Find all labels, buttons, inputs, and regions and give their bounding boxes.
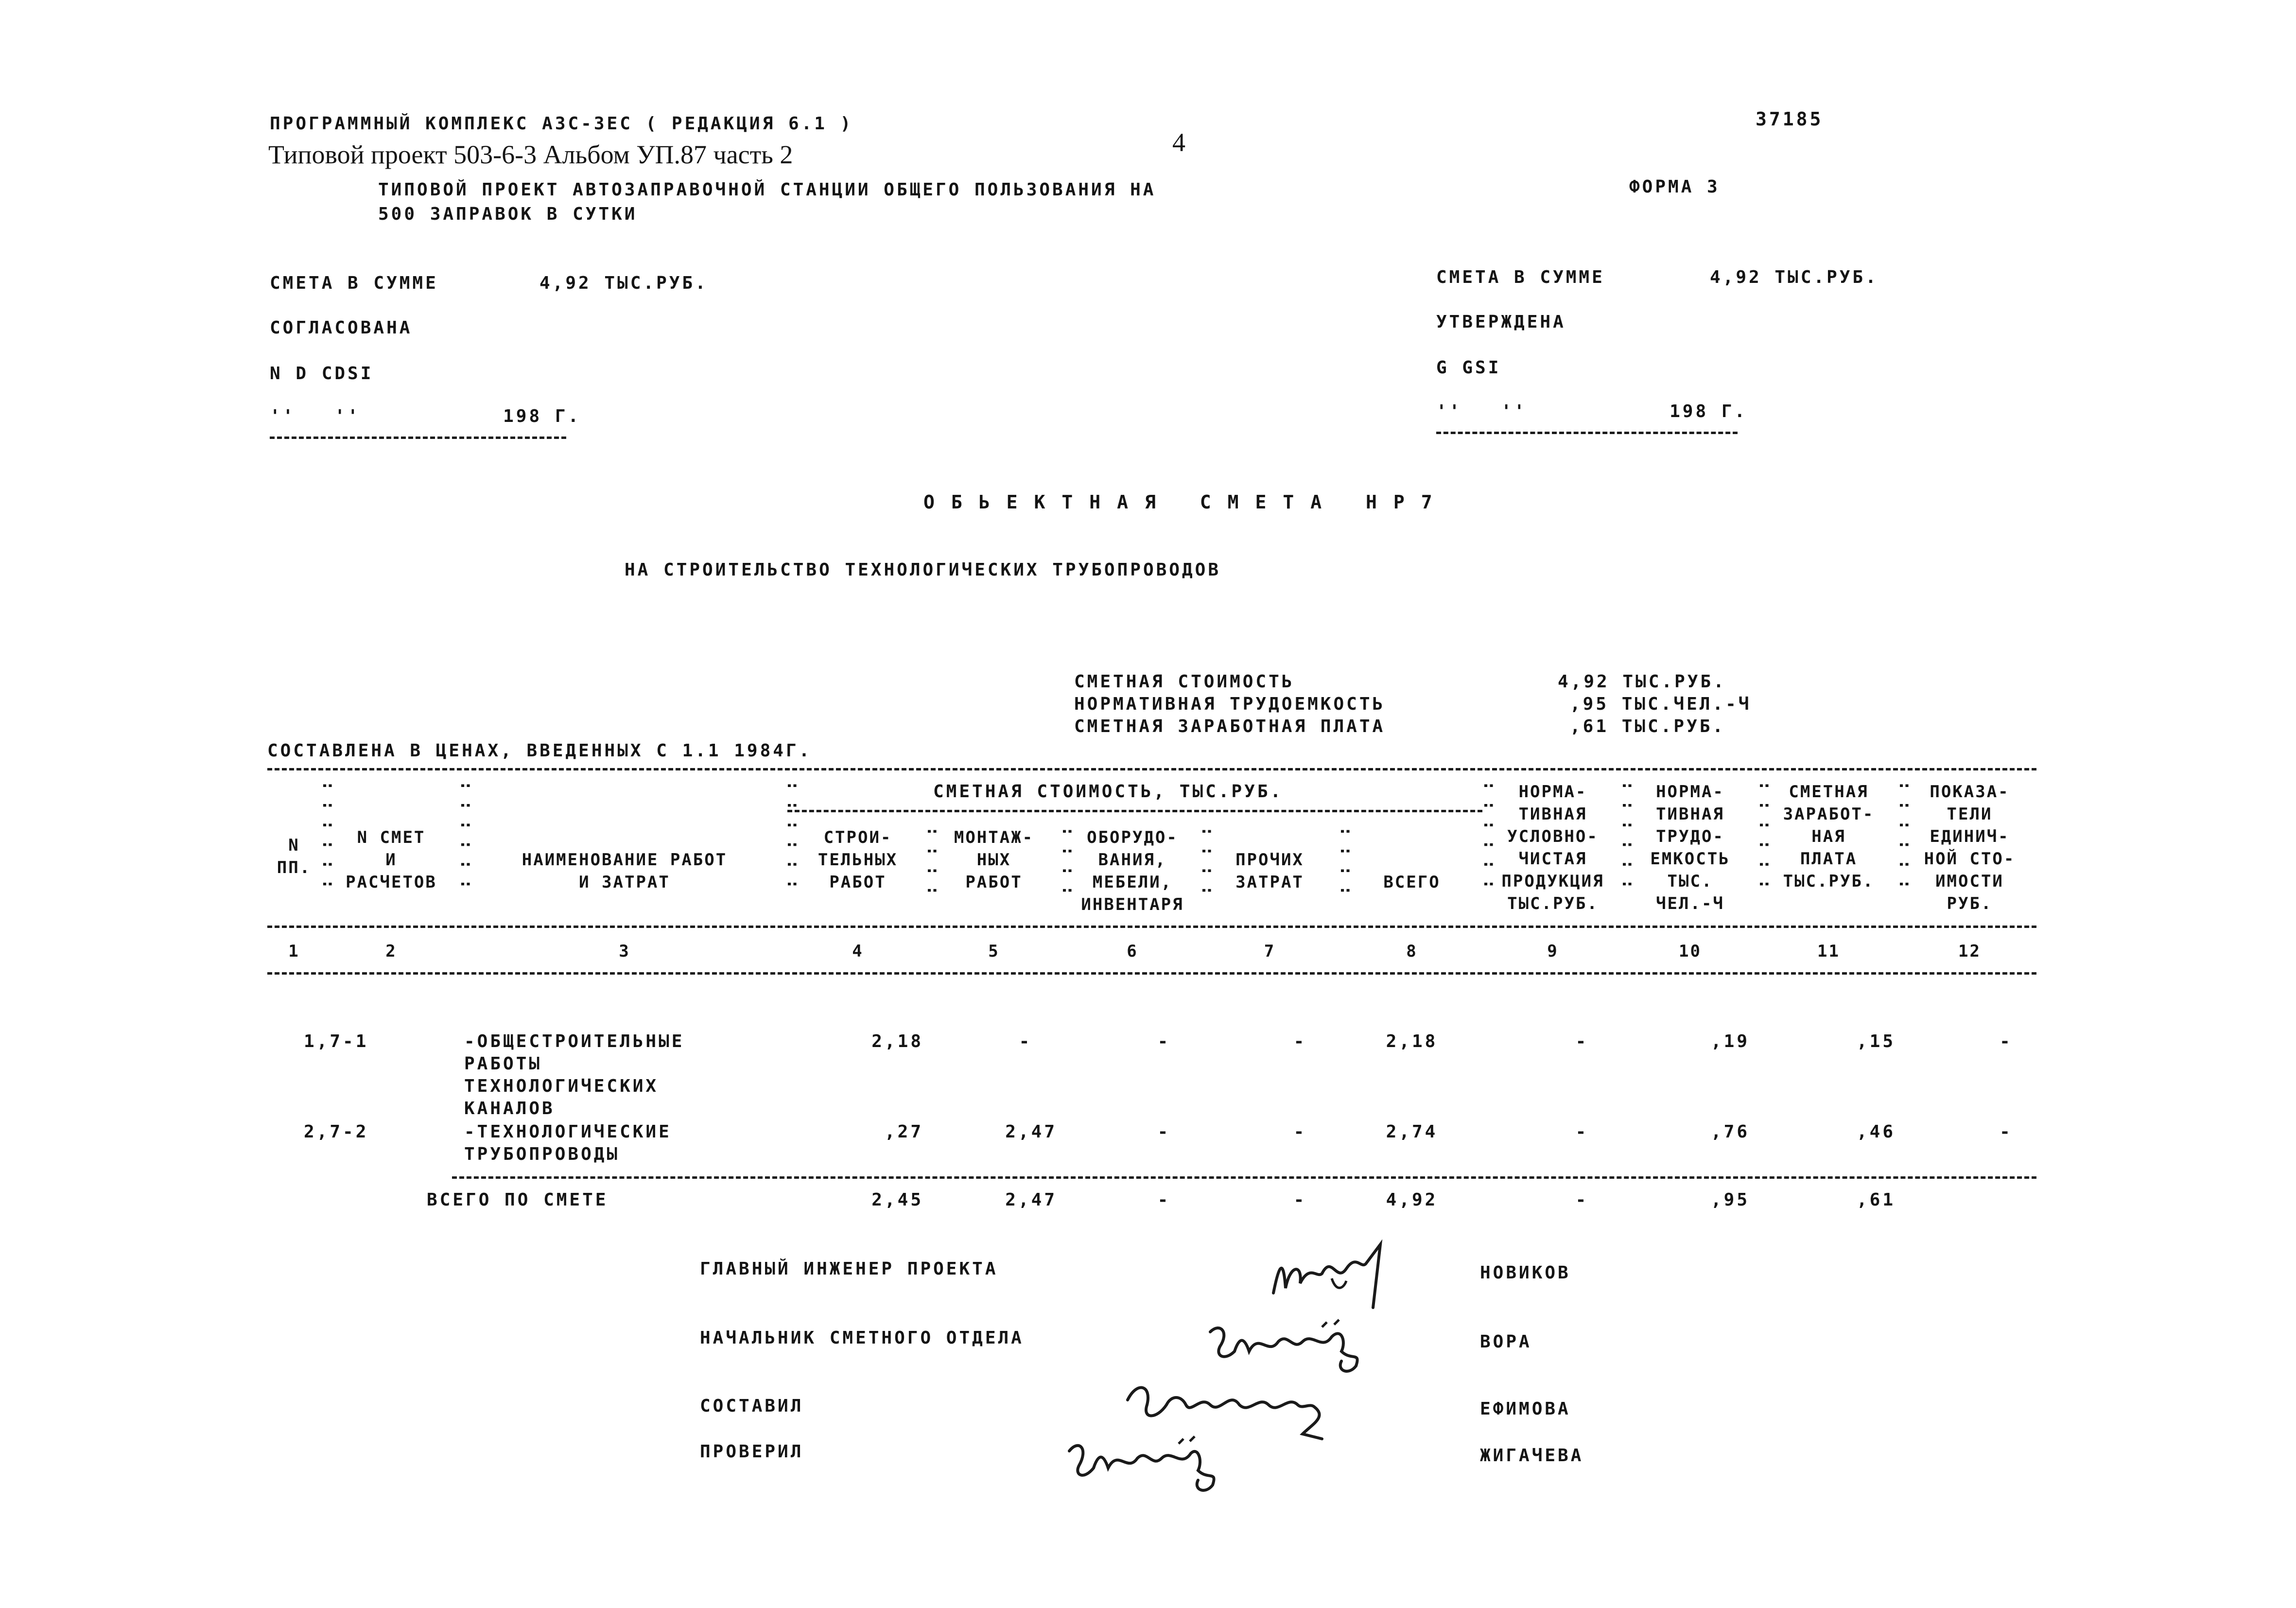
col-header-other: ПРОЧИХ ЗАТРАТ bbox=[1235, 850, 1304, 892]
handwritten-signature bbox=[1264, 1235, 1409, 1317]
summary-label-labor: НОРМАТИВНАЯ ТРУДОЕМКОСТЬ bbox=[1074, 694, 1386, 714]
row-work-name: -ТЕХНОЛОГИЧЕСКИЕ ТРУБОПРОВОДЫ bbox=[464, 1122, 672, 1164]
col-number: 12 bbox=[1958, 942, 1981, 961]
left-status: СОГЛАСОВАНА bbox=[270, 318, 413, 338]
row-construction: ,27 bbox=[884, 1122, 923, 1142]
row-labor: ,19 bbox=[1710, 1031, 1750, 1051]
summary-label-wages: СМЕТНАЯ ЗАРАБОТНАЯ ПЛАТА bbox=[1074, 717, 1386, 736]
signature-name: НОВИКОВ bbox=[1480, 1263, 1571, 1283]
row-other: - bbox=[1293, 1031, 1307, 1051]
right-sum-value: 4,92 ТЫС.РУБ. bbox=[1710, 267, 1879, 287]
row-equipment: - bbox=[1157, 1122, 1171, 1142]
row-installation: - bbox=[1019, 1031, 1032, 1051]
row-total: 2,18 bbox=[1386, 1031, 1438, 1051]
document-subtitle: НА СТРОИТЕЛЬСТВО ТЕХНОЛОГИЧЕСКИХ ТРУБОПРОВОДОВ bbox=[625, 560, 1221, 580]
page-number: 4 bbox=[1172, 128, 1185, 157]
row-installation: 2,47 bbox=[1005, 1122, 1057, 1142]
col-number: 6 bbox=[1127, 942, 1138, 961]
col-number: 1 bbox=[288, 942, 300, 961]
column-divider: :::::: bbox=[319, 781, 338, 899]
column-divider: :::::: bbox=[1618, 781, 1638, 899]
signature-name: ЖИГАЧЕВА bbox=[1480, 1446, 1584, 1466]
right-status: УТВЕРЖДЕНА bbox=[1436, 312, 1566, 332]
total-construction: 2,45 bbox=[871, 1190, 923, 1210]
table-total-rule bbox=[452, 1176, 2036, 1179]
col-header-total: ВСЕГО bbox=[1383, 873, 1441, 892]
summary-value-cost: 4,92 ТЫС.РУБ. bbox=[1558, 672, 1726, 692]
col-header-estimate-no: N СМЕТ И РАСЧЕТОВ bbox=[346, 828, 437, 892]
total-installation: 2,47 bbox=[1005, 1190, 1057, 1210]
handwritten-signature bbox=[1060, 1427, 1235, 1504]
left-date-rule bbox=[270, 437, 566, 439]
col-header-construction: СТРОИ- ТЕЛЬНЫХ РАБОТ bbox=[818, 828, 898, 892]
column-divider: :::::: bbox=[1480, 781, 1499, 899]
right-sum-label: СМЕТА В СУММЕ bbox=[1436, 267, 1605, 287]
total-sum: 4,92 bbox=[1386, 1190, 1438, 1210]
row-wages: ,46 bbox=[1856, 1122, 1896, 1142]
total-wages: ,61 bbox=[1856, 1190, 1896, 1210]
col-header-wages: СМЕТНАЯ ЗАРАБОТ- НАЯ ПЛАТА ТЫС.РУБ. bbox=[1783, 782, 1875, 891]
signature-name: ВОРА bbox=[1480, 1332, 1532, 1352]
table-numbers-rule bbox=[267, 972, 2036, 975]
row-other: - bbox=[1293, 1122, 1307, 1142]
signature-role: ПРОВЕРИЛ bbox=[700, 1442, 804, 1462]
row-construction: 2,18 bbox=[871, 1031, 923, 1051]
table-header-rule bbox=[267, 926, 2036, 928]
column-divider: :::: bbox=[1198, 826, 1218, 905]
document-number: 37185 bbox=[1756, 108, 1824, 130]
summary-value-wages: ,61 ТЫС.РУБ. bbox=[1570, 717, 1726, 736]
row-unit-cost: - bbox=[2000, 1122, 2013, 1142]
project-line: Типовой проект 503-6-3 Альбом УП.87 часть 2 bbox=[268, 140, 793, 169]
right-code: G GSI bbox=[1436, 358, 1501, 378]
col-header-labor: НОРМА- ТИВНАЯ ТРУДО- ЕМКОСТЬ ТЫС. ЧЕЛ.-Ч bbox=[1650, 782, 1730, 913]
row-wages: ,15 bbox=[1856, 1031, 1896, 1051]
col-number: 11 bbox=[1817, 942, 1840, 961]
total-other: - bbox=[1293, 1190, 1307, 1210]
row-unit-cost: - bbox=[2000, 1031, 2013, 1051]
col-number: 2 bbox=[385, 942, 397, 961]
signature-role: ГЛАВНЫЙ ИНЖЕНЕР ПРОЕКТА bbox=[700, 1259, 998, 1279]
right-date-rule bbox=[1436, 432, 1738, 434]
col-number: 3 bbox=[619, 942, 630, 961]
summary-value-labor: ,95 ТЫС.ЧЕЛ.-Ч bbox=[1570, 694, 1752, 714]
column-divider: :::: bbox=[1337, 826, 1356, 905]
row-estimate-no: 1,7-1 bbox=[304, 1031, 369, 1051]
col-number: 7 bbox=[1264, 942, 1276, 961]
col-number: 9 bbox=[1547, 942, 1559, 961]
column-divider: :::::: bbox=[783, 781, 803, 899]
signature-name: ЕФИМОВА bbox=[1480, 1399, 1571, 1419]
row-estimate-no: 2,7-2 bbox=[304, 1122, 369, 1142]
form-label: ФОРМА 3 bbox=[1629, 177, 1720, 197]
left-code: N D CDSI bbox=[270, 364, 374, 384]
col-header-unit-cost: ПОКАЗА- ТЕЛИ ЕДИНИЧ- НОЙ СТО- ИМОСТИ РУБ. bbox=[1924, 782, 2016, 913]
row-net-production: - bbox=[1575, 1031, 1589, 1051]
total-net-production: - bbox=[1575, 1190, 1589, 1210]
project-title-line1: ТИПОВОЙ ПРОЕКТ АВТОЗАПРАВОЧНОЙ СТАНЦИИ ОБЩЕГО ПОЛЬЗОВАНИЯ НА bbox=[378, 180, 1156, 200]
col-header-work-name: НАИМЕНОВАНИЕ РАБОТ И ЗАТРАТ bbox=[522, 850, 728, 892]
left-sum-label: СМЕТА В СУММЕ bbox=[270, 273, 438, 293]
total-equipment: - bbox=[1157, 1190, 1171, 1210]
column-divider: :::::: bbox=[457, 781, 476, 899]
column-divider: :::: bbox=[1059, 826, 1078, 905]
signature-role: СОСТАВИЛ bbox=[700, 1396, 804, 1416]
table-top-rule bbox=[267, 768, 2036, 770]
col-number: 8 bbox=[1406, 942, 1418, 961]
col-number: 10 bbox=[1679, 942, 1702, 961]
left-date: '' '' 198 Г. bbox=[270, 406, 581, 426]
row-net-production: - bbox=[1575, 1122, 1589, 1142]
column-divider: :::: bbox=[923, 826, 943, 905]
col-number: 4 bbox=[852, 942, 864, 961]
col-header-num: N ПП. bbox=[277, 836, 312, 877]
total-label: ВСЕГО ПО СМЕТЕ bbox=[427, 1190, 609, 1210]
left-sum-value: 4,92 ТЫС.РУБ. bbox=[539, 273, 708, 293]
table-group-rule bbox=[787, 810, 1482, 812]
row-total: 2,74 bbox=[1386, 1122, 1438, 1142]
signature-role: НАЧАЛЬНИК СМЕТНОГО ОТДЕЛА bbox=[700, 1328, 1024, 1348]
col-number: 5 bbox=[988, 942, 1000, 961]
program-line: ПРОГРАММНЫЙ КОМПЛЕКС АЗС-ЗЕС ( РЕДАКЦИЯ 6.1 ) bbox=[270, 114, 853, 134]
project-title-line2: 500 ЗАПРАВОК В СУТКИ bbox=[378, 204, 638, 224]
col-header-net-production: НОРМА- ТИВНАЯ УСЛОВНО- ЧИСТАЯ ПРОДУКЦИЯ ТЫС.РУБ. bbox=[1501, 782, 1604, 913]
col-header-installation: МОНТАЖ- НЫХ РАБОТ bbox=[954, 828, 1034, 892]
prices-note: СОСТАВЛЕНА В ЦЕНАХ, ВВЕДЕННЫХ С 1.1 1984Г. bbox=[267, 741, 812, 761]
table-group-header: СМЕТНАЯ СТОИМОСТЬ, ТЫС.РУБ. bbox=[933, 782, 1284, 802]
column-divider: :::::: bbox=[1896, 781, 1915, 899]
summary-label-cost: СМЕТНАЯ СТОИМОСТЬ bbox=[1074, 672, 1295, 692]
row-work-name: -ОБЩЕСТРОИТЕЛЬНЫЕ РАБОТЫ ТЕХНОЛОГИЧЕСКИХ КАНАЛОВ bbox=[464, 1031, 685, 1119]
column-divider: :::::: bbox=[1756, 781, 1775, 899]
total-labor: ,95 bbox=[1710, 1190, 1750, 1210]
col-header-equipment: ОБОРУДО- ВАНИЯ, МЕБЕЛИ, ИНВЕНТАРЯ bbox=[1081, 828, 1184, 914]
right-date: '' '' 198 Г. bbox=[1436, 402, 1748, 421]
row-labor: ,76 bbox=[1710, 1122, 1750, 1142]
document-title: ОБЬЕКТНАЯ СМЕТА НР7 bbox=[923, 491, 1449, 513]
row-equipment: - bbox=[1157, 1031, 1171, 1051]
